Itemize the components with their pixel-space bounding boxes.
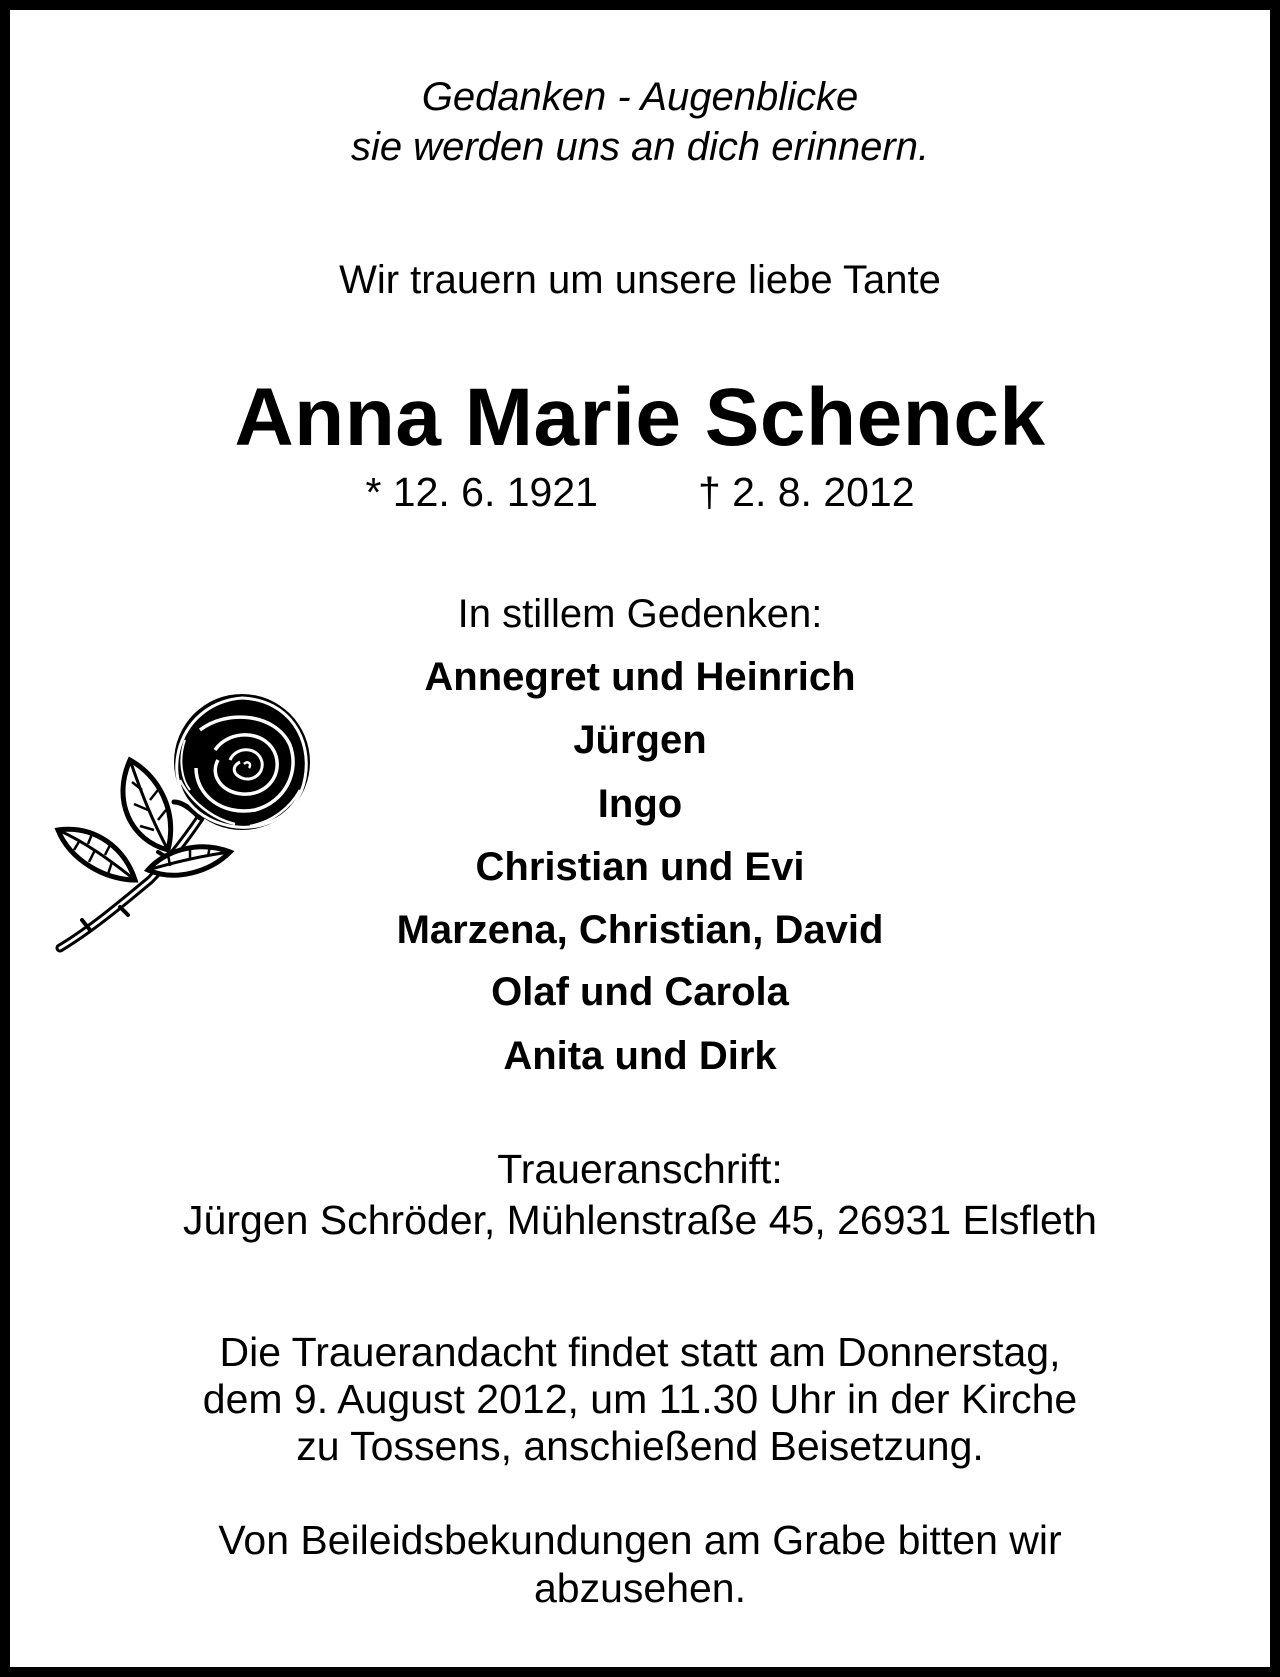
poem-line-2: sie werden uns an dich erinnern. — [350, 125, 930, 169]
death-date: † 2. 8. 2012 — [697, 469, 915, 515]
rose-icon — [50, 690, 320, 960]
intro-text: Wir trauern um unsere liebe Tante — [339, 258, 941, 302]
birth-date: * 12. 6. 1921 — [365, 469, 598, 515]
mourner-name: Annegret und Heinrich — [424, 655, 856, 699]
life-dates — [10, 470, 1270, 515]
service-line: Die Trauerandacht findet statt am Donnerstag, — [219, 1329, 1061, 1375]
address-heading: Traueranschrift: — [497, 1146, 783, 1192]
mourner-name: Olaf und Carola — [491, 970, 789, 1014]
poem-line-1: Gedanken - Augenblicke — [421, 75, 859, 119]
mourner-name: Anita und Dirk — [503, 1034, 777, 1078]
mourning-address: Jürgen Schröder, Mühlenstraße 45, 26931 Elsfleth — [183, 1197, 1097, 1243]
mourner-name: Christian und Evi — [475, 845, 805, 889]
condolence-line: Von Beileidsbekundungen am Grabe bitten wir — [218, 1517, 1062, 1563]
service-line: zu Tossens, anschießend Beisetzung. — [296, 1423, 984, 1469]
service-line: dem 9. August 2012, um 11.30 Uhr in der Kirche — [202, 1376, 1078, 1422]
mourner-name: Ingo — [597, 782, 683, 826]
mourners-heading: In stillem Gedenken: — [457, 592, 823, 636]
condolence-line: abzusehen. — [533, 1565, 746, 1611]
deceased-name: Anna Marie Schenck — [234, 372, 1046, 463]
mourner-name: Marzena, Christian, David — [396, 908, 884, 952]
mourner-name: Jürgen — [573, 718, 707, 762]
